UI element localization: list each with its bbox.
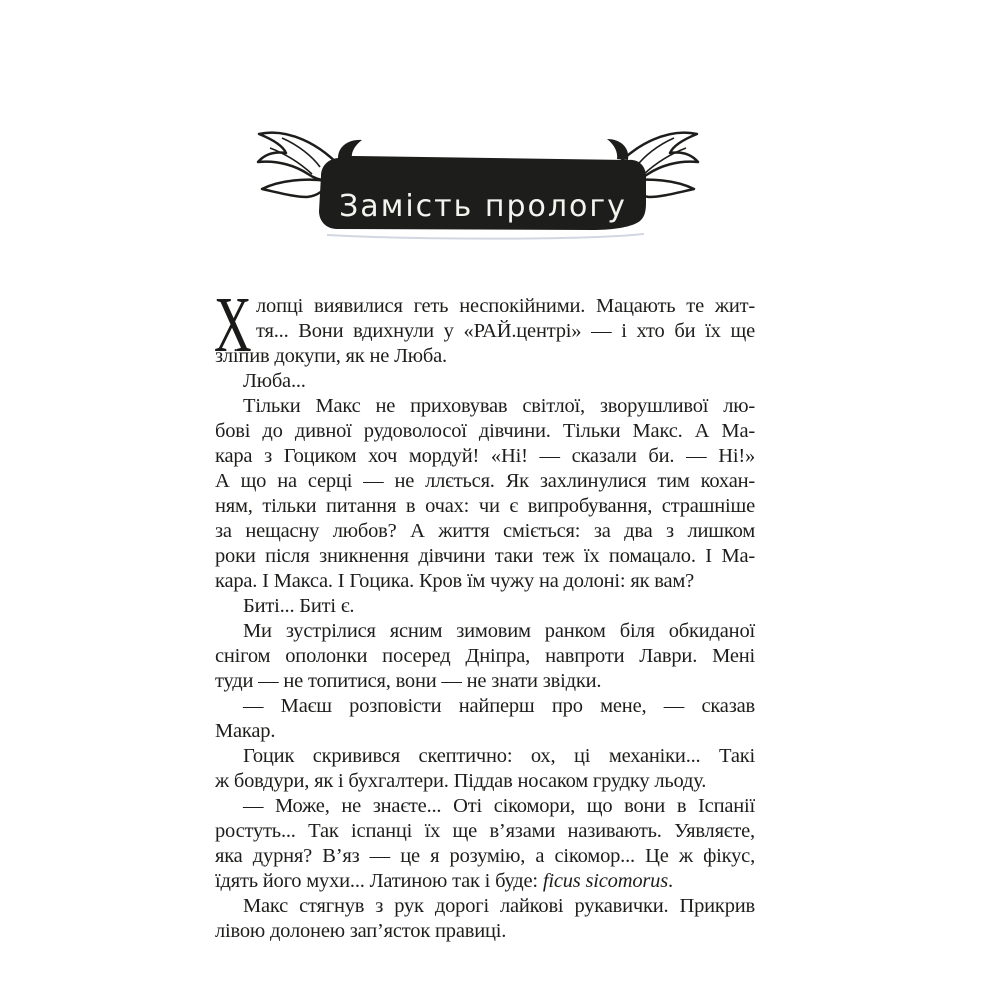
text-line: Тільки Макс не приховував світлої, зворушливої лю- bbox=[243, 395, 755, 417]
text-line: за нещасну любов? А життя сміється: за два з лишком bbox=[215, 520, 755, 542]
text-line: Люба... bbox=[243, 370, 306, 392]
text-line: лопці виявилися геть неспокійними. Мацають те жит- bbox=[256, 295, 755, 317]
text-line: ростуть... Так іспанці їх ще в’язами називають. Уявляєте, bbox=[215, 820, 755, 842]
text-line: А що на серці — не ллється. Як захлинулися тим кохан- bbox=[215, 470, 755, 492]
text-line: зліпив докупи, як не Люба. bbox=[215, 345, 447, 367]
text-line: Ми зустрілися ясним зимовим ранком біля обкиданої bbox=[243, 620, 755, 642]
banner-graphic bbox=[252, 126, 704, 248]
text-line: Биті... Биті є. bbox=[243, 595, 355, 617]
text-line: ж бовдури, як і бухгалтери. Піддав носаком грудку льоду. bbox=[215, 770, 707, 792]
text-line: Макс стягнув з рук дорогі лайкові рукавички. Прикрив bbox=[243, 895, 755, 917]
ribbon-band bbox=[319, 139, 646, 239]
text-line: кара. І Макса. І Гоцика. Кров їм чужу на долоні: як вам? bbox=[215, 570, 695, 592]
text-line: Макар. bbox=[215, 720, 276, 742]
text-line: лівою долонею зап’ясток правиці. bbox=[215, 920, 507, 942]
text-block bbox=[214, 282, 755, 944]
text-line: яка дурня? В’яз — це я розумію, а сікомор... Це ж фікус, bbox=[215, 845, 755, 867]
text-line: — Може, не знаєте... Оті сікомори, що вони в Іспанії bbox=[243, 795, 755, 817]
text-line: ням, тільки питання в очах: чи є випробування, страшніше bbox=[215, 495, 755, 517]
text-line: тя... Вони вдихнули у «РАЙ.центрі» — і хто би їх ще bbox=[256, 320, 755, 342]
text-line: їдять його мухи... Латиною так і буде: ficus sicomorus. bbox=[215, 870, 673, 892]
text-line: — Маєш розповісти найперш про мене, — сказав bbox=[243, 695, 755, 717]
text-line: снігом ополонки посеред Дніпра, навпроти Лаври. Мені bbox=[215, 645, 755, 667]
text-line: туди — не топитися, вони — не знати звідки. bbox=[215, 670, 602, 692]
chapter-title: Замість прологу bbox=[339, 189, 627, 224]
text-line: бові до дивної рудоволосої дівчини. Тільки Макс. А Ма- bbox=[215, 420, 755, 442]
text-line: Гоцик скривився скептично: ох, ці механіки... Такі bbox=[243, 745, 755, 767]
drop-cap: Х bbox=[214, 282, 252, 369]
text-line: кара з Гоциком хоч мордуй! «Ні! — сказали би. — Ні!» bbox=[215, 445, 755, 467]
text-line: роки після зникнення дівчини таки теж їх помацало. І Ма- bbox=[215, 545, 755, 567]
chapter-banner bbox=[252, 126, 704, 248]
paragraph-lines bbox=[215, 294, 755, 944]
